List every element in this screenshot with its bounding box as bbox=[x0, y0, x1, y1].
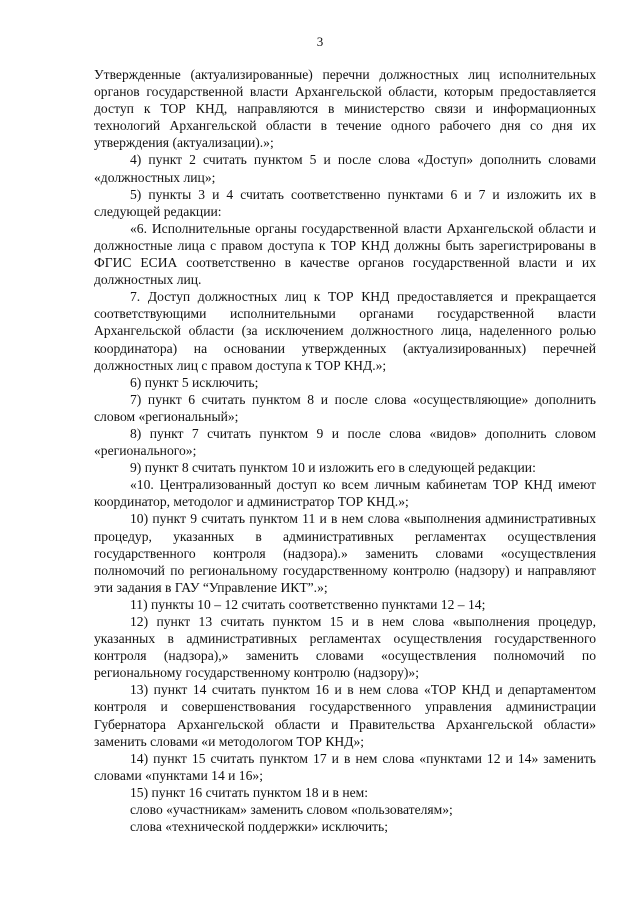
paragraph-item-4: 4) пункт 2 считать пунктом 5 и после слова «Доступ» дополнить словами «должностных лиц»; bbox=[94, 152, 596, 185]
paragraph-item-15: 15) пункт 16 считать пунктом 18 и в нем: bbox=[130, 784, 369, 800]
paragraph-item-5: 5) пункты 3 и 4 считать соответственно пунктами 6 и 7 и изложить их в следующей редакции: bbox=[94, 186, 596, 219]
paragraph-replace-word: слово «участникам» заменить словом «пользователям»; bbox=[130, 802, 453, 818]
paragraph-approved-lists: Утвержденные (актуализированные) перечни должностных лиц исполнительных органов государственной власти Архангельской области, которым предоставляется доступ к ТОР КНД, направляются в министерство связи и информационных технологий Архангельской области в течение одного рабочего дня со дня их утверждения (актуализации).»; bbox=[94, 67, 596, 151]
paragraph-item-7: 7) пункт 6 считать пунктом 8 и после слова «осуществляющие» дополнить словом «региональный»; bbox=[94, 391, 596, 424]
paragraph-item-14: 14) пункт 15 считать пунктом 17 и в нем слова «пунктами 12 и 14» заменить словами «пунктами 14 и 16»; bbox=[94, 750, 596, 783]
paragraph-clause-6: «6. Исполнительные органы государственной власти Архангельской области и должностные лица с правом доступа к ТОР КНД должны быть зарегистрированы в ФГИС ЕСИА соответственно в качестве органов государственной власти и их должностных лиц. bbox=[94, 220, 596, 288]
document-body bbox=[94, 66, 596, 835]
paragraph-item-13: 13) пункт 14 считать пунктом 16 и в нем слова «ТОР КНД и департаментом контроля и совершенствования государственного управления администрации Губернатора Архангельской области и Правительства Архангельской области» заменить словами «и методологом ТОР КНД»; bbox=[94, 682, 596, 749]
paragraph-item-9: 9) пункт 8 считать пунктом 10 и изложить его в следующей редакции: bbox=[130, 460, 536, 476]
paragraph-item-11: 11) пункты 10 – 12 считать соответственно пунктами 12 – 14; bbox=[130, 596, 486, 612]
paragraph-remove-words: слова «технической поддержки» исключить; bbox=[130, 819, 389, 835]
paragraph-item-10: 10) пункт 9 считать пунктом 11 и в нем слова «выполнения административных процедур, указанных в административных регламентах осуществления государственного контроля (надзора).» заменить словами «осуществления полномочий по региональному государственному контролю (надзору) и направляют эти задания в ГАУ “Управление ИКТ”.»; bbox=[94, 511, 596, 595]
paragraph-item-12: 12) пункт 13 считать пунктом 15 и в нем слова «выполнения процедур, указанных в административных регламентах осуществления государственного контроля (надзора),» заменить словами «осуществления полномочий по региональному государственному контролю (надзору)»; bbox=[94, 614, 596, 681]
paragraph-clause-10: «10. Централизованный доступ ко всем личным кабинетам ТОР КНД имеют координатор, методолог и администратор ТОР КНД.»; bbox=[94, 477, 596, 510]
page-number: 3 bbox=[316, 34, 324, 49]
paragraph-clause-7: 7. Доступ должностных лиц к ТОР КНД предоставляется и прекращается соответствующими исполнительными органами государственной власти Архангельской области (за исключением должностного лица, наделенного ролью координатора) на основании утвержденных (актуализированных) перечней должностных лиц с правом доступа к ТОР КНД.»; bbox=[94, 289, 596, 373]
paragraph-item-8: 8) пункт 7 считать пунктом 9 и после слова «видов» дополнить словом «регионального»; bbox=[94, 425, 596, 459]
paragraph-item-6: 6) пункт 5 исключить; bbox=[130, 374, 259, 390]
